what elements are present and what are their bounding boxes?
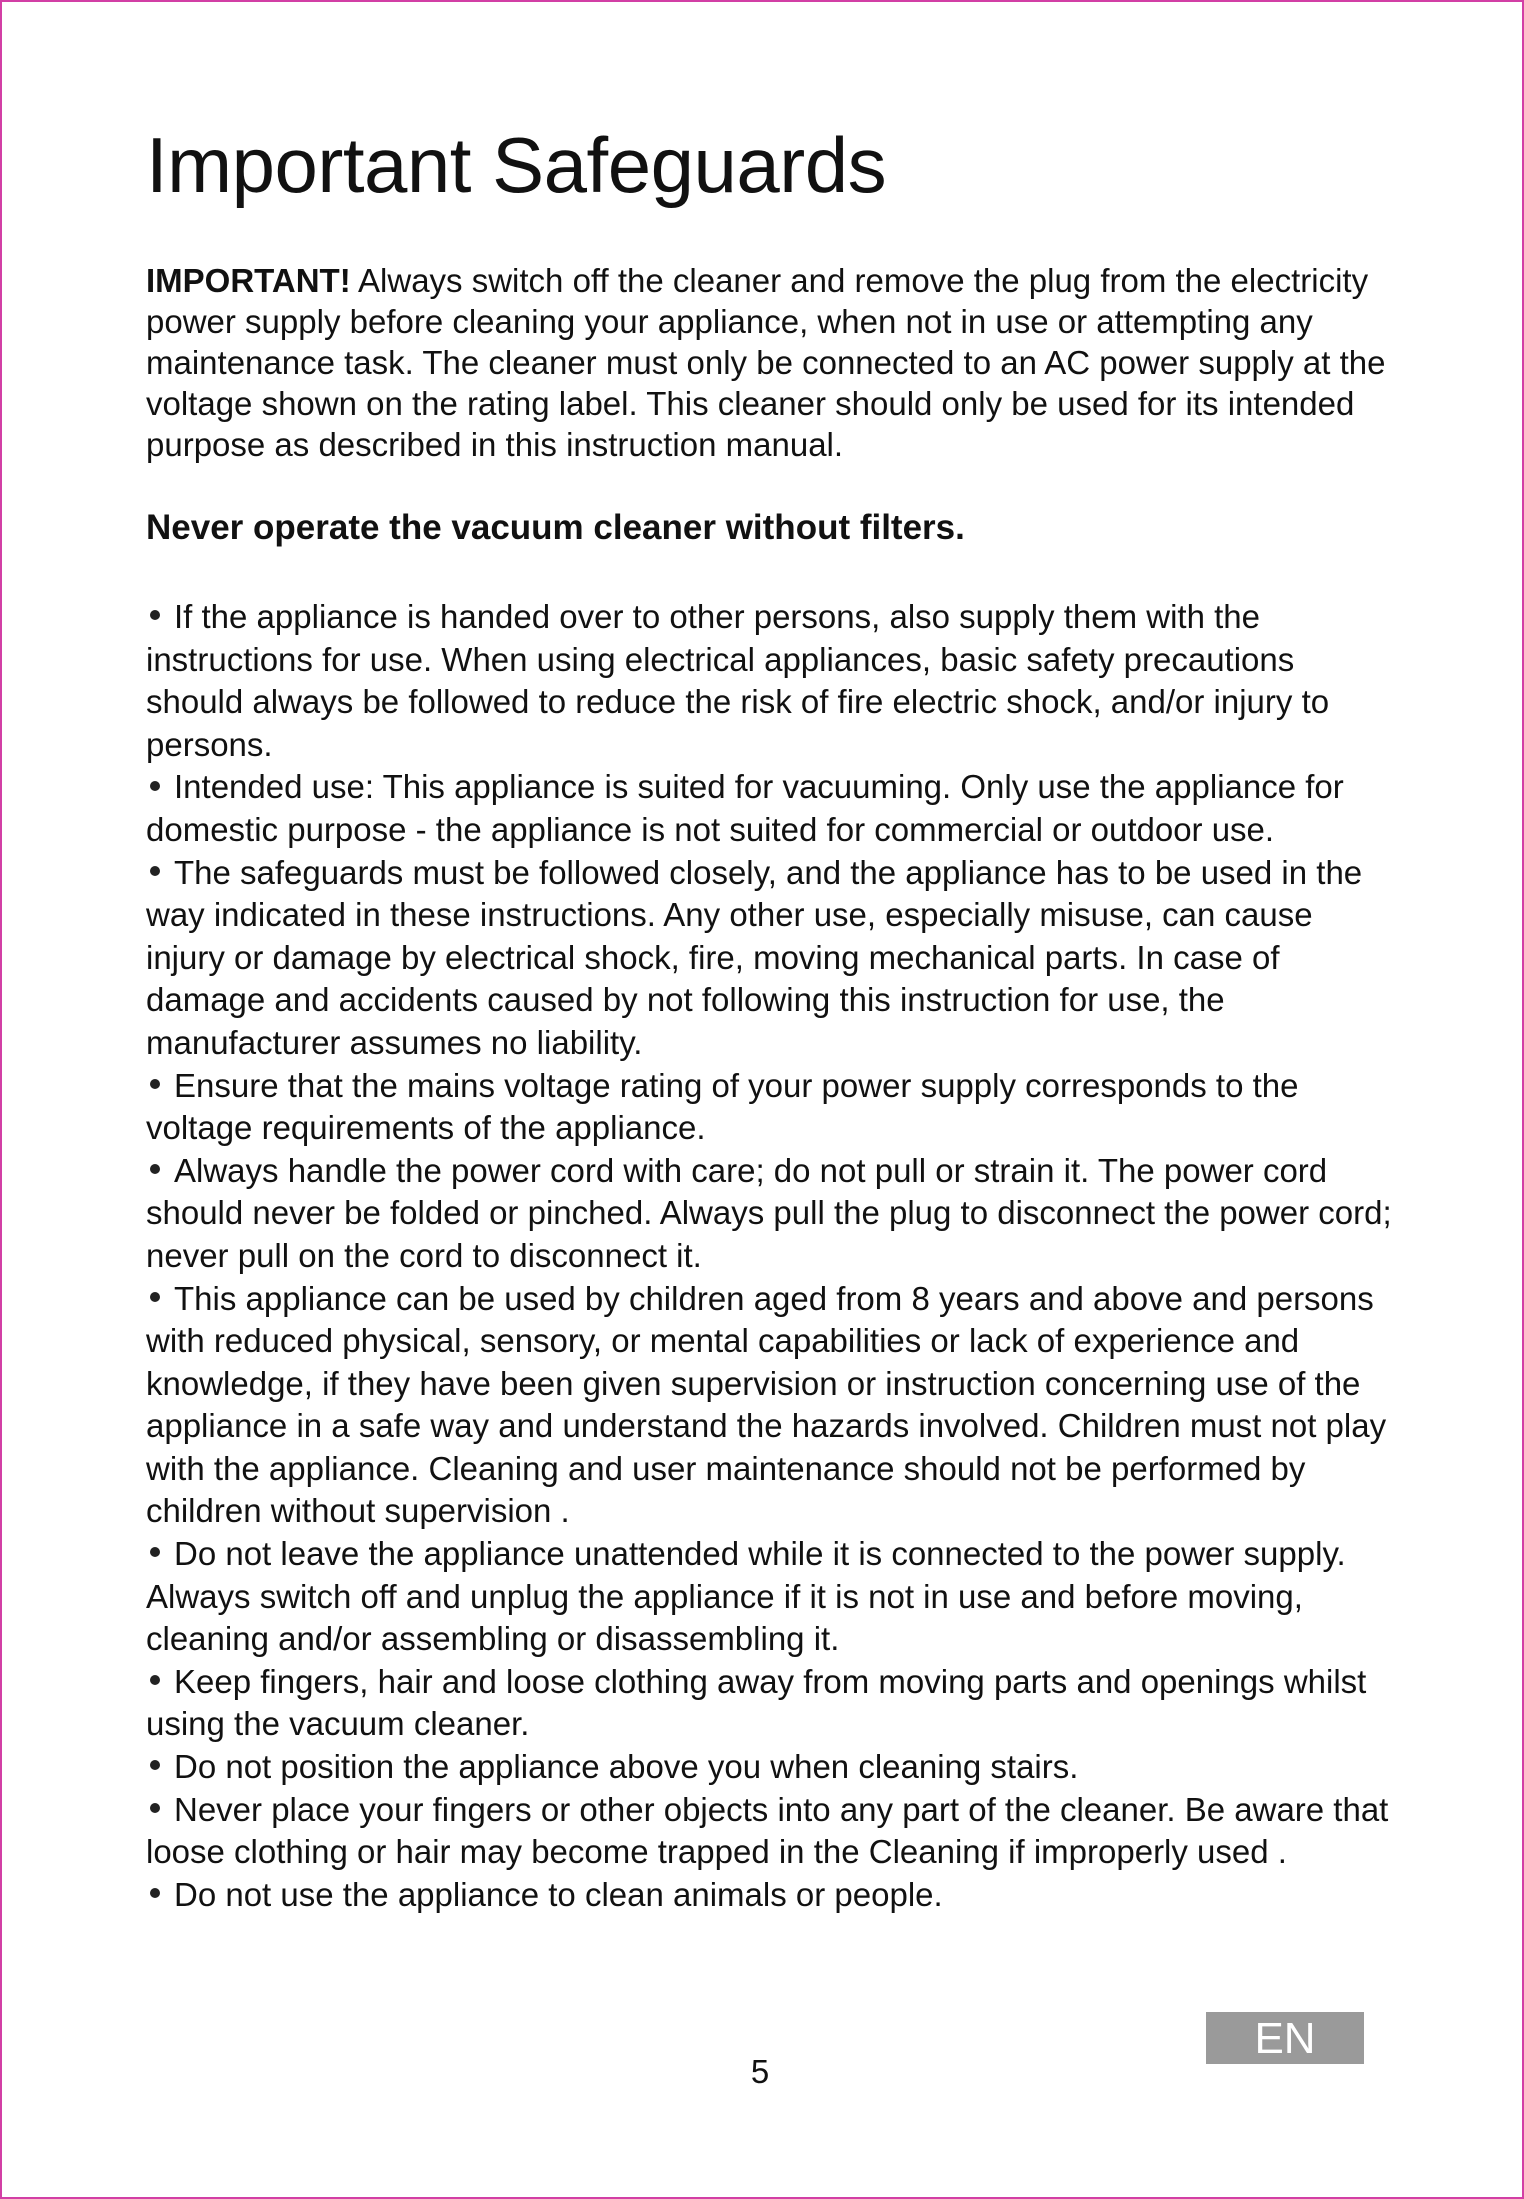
list-item: [146, 1874, 1396, 1917]
bullet-icon: [150, 781, 160, 791]
bullet-icon: [150, 1760, 160, 1770]
bullet-icon: [150, 1292, 160, 1302]
list-item: [146, 852, 1396, 1065]
list-item-text: Never place your fingers or other objects into any part of the cleaner. Be aware that loose clothing or hair may become trapped in the Cleaning if improperly used .: [146, 1790, 1389, 1871]
bullet-icon: [150, 866, 160, 876]
intro-text: Always switch off the cleaner and remove the plug from the electricity power supply before cleaning your appliance, when not in use or attempting any maintenance task. The cleaner must only be connected to an AC power supply at the voltage shown on the rating label. This cleaner should only be used for its intended purpose as described in this instruction manual.: [146, 262, 1386, 463]
list-item-text: Do not use the appliance to clean animals or people.: [174, 1875, 943, 1913]
list-item-text: Do not position the appliance above you when cleaning stairs.: [174, 1748, 1079, 1786]
list-item-text: Keep fingers, hair and loose clothing away from moving parts and openings whilst using the vacuum cleaner.: [146, 1662, 1367, 1743]
list-item-text: Intended use: This appliance is suited for vacuuming. Only use the appliance for domestic purpose - the appliance is not suited for commercial or outdoor use.: [146, 768, 1344, 848]
list-item: [146, 1065, 1396, 1150]
language-badge: EN: [1206, 2012, 1364, 2064]
bullet-icon: [150, 1079, 160, 1089]
list-item: [146, 1661, 1396, 1746]
list-item-text: If the appliance is handed over to other persons, also supply them with the instructions for use. When using electrical appliances, basic safety precautions should always be followed to reduce the risk of fire electric shock, and/or injury to persons.: [146, 598, 1330, 763]
page-title: Important Safeguards: [146, 121, 887, 209]
safeguards-list: [146, 596, 1396, 1916]
page-number: 5: [750, 2053, 770, 2090]
bullet-icon: [150, 610, 160, 620]
list-item: [146, 1278, 1396, 1534]
bullet-icon: [150, 1803, 160, 1813]
list-item-text: This appliance can be used by children aged from 8 years and above and persons with reduced physical, sensory, or mental capabilities or lack of experience and knowledge, if they have been given supervision or instruction concerning use of the appliance in a safe way and understand the hazards involved. Children must not play with the appliance. Cleaning and user maintenance should not be performed by children without supervision .: [146, 1279, 1387, 1530]
bullet-icon: [150, 1888, 160, 1898]
list-item: [146, 1789, 1396, 1874]
list-item-text: The safeguards must be followed closely, and the appliance has to be used in the way indicated in these instructions. Any other use, especially misuse, can cause injury or damage by electrical shock, fire, moving mechanical parts. In case of damage and accidents caused by not following this instruction for use, the manufacturer assumes no liability.: [146, 853, 1363, 1061]
list-item: [146, 596, 1396, 766]
list-item-text: Always handle the power cord with care; do not pull or strain it. The power cord should never be folded or pinched. Always pull the plug to disconnect the power cord; never pull on the cord to disconnect it.: [146, 1151, 1392, 1274]
bullet-icon: [150, 1547, 160, 1557]
list-item: [146, 766, 1396, 851]
list-item: [146, 1746, 1396, 1789]
list-item-text: Do not leave the appliance unattended while it is connected to the power supply. Always switch off and unplug the appliance if it is not in use and before moving, cleaning and/or assembling or disassembling it.: [146, 1535, 1346, 1658]
intro-label: IMPORTANT!: [146, 262, 351, 299]
list-item-text: Ensure that the mains voltage rating of your power supply corresponds to the voltage requirements of the appliance.: [146, 1066, 1299, 1147]
list-item: [146, 1150, 1396, 1278]
list-item: [146, 1533, 1396, 1661]
filters-warning-heading: Never operate the vacuum cleaner without filters.: [146, 508, 965, 547]
bullet-icon: [150, 1164, 160, 1174]
intro-paragraph: [146, 260, 1396, 465]
bullet-icon: [150, 1675, 160, 1685]
